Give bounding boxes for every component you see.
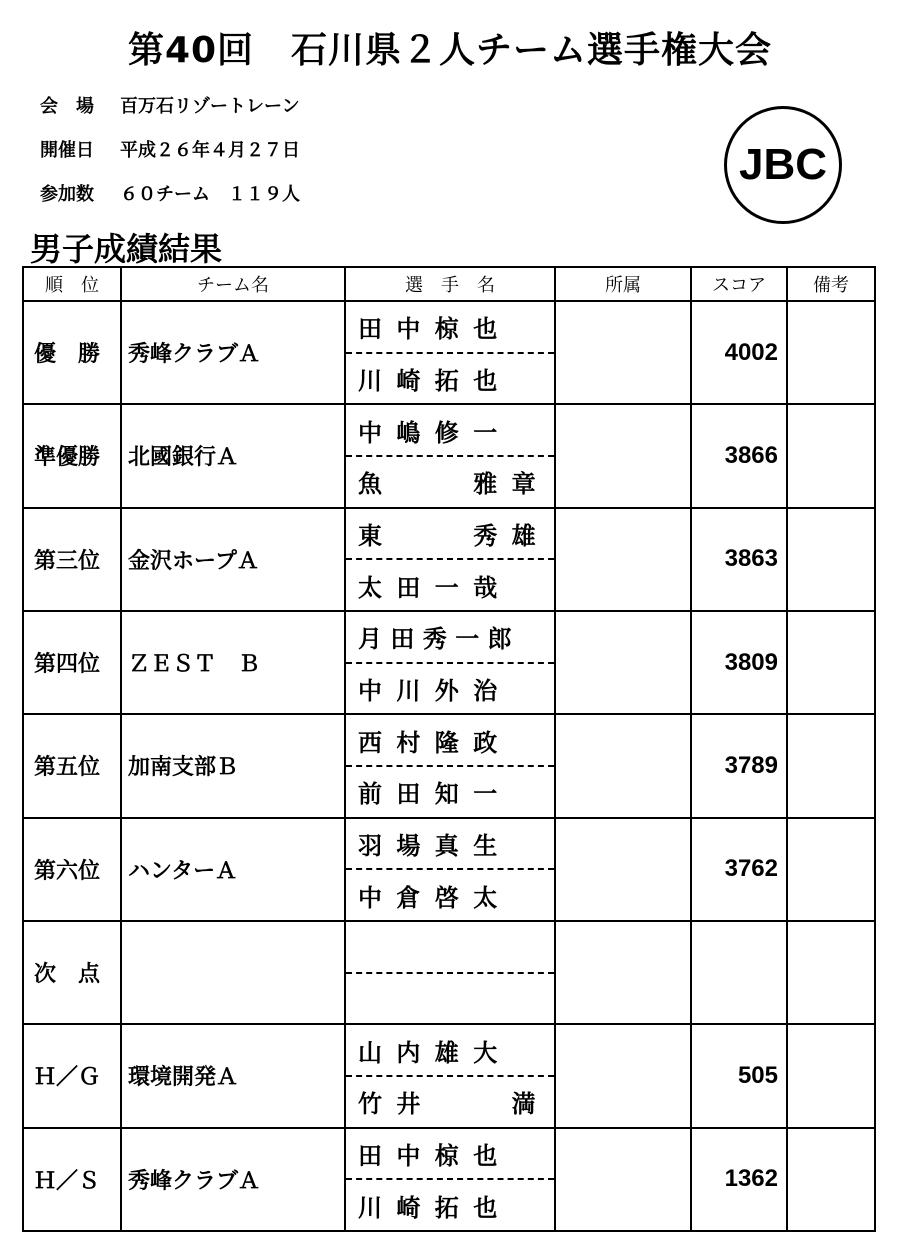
player-1: 田中椋也 xyxy=(346,302,554,354)
info-label: 開催日 xyxy=(40,140,94,161)
team-cell: 秀峰クラブＡ xyxy=(121,1128,345,1231)
score-cell: 3863 xyxy=(691,508,787,611)
table-row xyxy=(23,921,875,1024)
affiliation-cell xyxy=(555,714,691,817)
player-2: 川崎拓也 xyxy=(358,1193,512,1222)
info-value: 平成２６年４月２７日 xyxy=(120,140,300,161)
table-header-row xyxy=(23,267,875,301)
note-cell xyxy=(787,818,875,921)
player-1: 月田秀一郎 xyxy=(346,612,554,664)
score-cell: 3866 xyxy=(691,404,787,507)
player-1: 東 秀雄 xyxy=(346,509,554,561)
players-cell xyxy=(345,611,555,714)
score-cell: 505 xyxy=(691,1024,787,1127)
table-row xyxy=(23,714,875,817)
players-cell xyxy=(345,818,555,921)
player-2: 川崎拓也 xyxy=(358,367,512,395)
players-cell xyxy=(345,301,555,404)
rank-cell: 第四位 xyxy=(23,611,121,714)
note-cell xyxy=(787,404,875,507)
rank-cell: 準優勝 xyxy=(23,404,121,507)
rank-cell: 第五位 xyxy=(23,714,121,817)
jbc-logo: JBC xyxy=(724,106,842,224)
players-cell xyxy=(345,508,555,611)
affiliation-cell xyxy=(555,818,691,921)
player-1: 中嶋修一 xyxy=(346,405,554,457)
player-2: 竹井 満 xyxy=(358,1090,550,1119)
info-label: 会 場 xyxy=(40,96,94,117)
rank-cell: 次 点 xyxy=(23,921,121,1024)
affiliation-cell xyxy=(555,921,691,1024)
team-cell xyxy=(121,921,345,1024)
player-1 xyxy=(346,922,554,974)
players-cell xyxy=(345,1128,555,1231)
player-2: 魚 雅章 xyxy=(358,470,550,499)
table-row xyxy=(23,1128,875,1231)
score-cell: 4002 xyxy=(691,301,787,404)
table-row xyxy=(23,611,875,714)
score-cell: 1362 xyxy=(691,1128,787,1231)
header-note: 備考 xyxy=(787,267,875,301)
affiliation-cell xyxy=(555,611,691,714)
players-cell xyxy=(345,404,555,507)
team-cell: 環境開発Ａ xyxy=(121,1024,345,1127)
player-1: 西村隆政 xyxy=(346,715,554,767)
rank-cell: Ｈ／Ｓ xyxy=(23,1128,121,1231)
team-cell: 秀峰クラブＡ xyxy=(121,301,345,404)
team-cell: ＺＥＳＴ Ｂ xyxy=(121,611,345,714)
table-row xyxy=(23,1024,875,1127)
team-cell: 北國銀行Ａ xyxy=(121,404,345,507)
affiliation-cell xyxy=(555,404,691,507)
info-value: ６０チーム １１９人 xyxy=(120,184,300,205)
info-value: 百万石リゾートレーン xyxy=(120,96,300,117)
score-cell: 3809 xyxy=(691,611,787,714)
team-cell: 金沢ホープＡ xyxy=(121,508,345,611)
page-title: 第40回 石川県２人チーム選手権大会 xyxy=(127,30,773,71)
note-cell xyxy=(787,1024,875,1127)
rank-cell: 第六位 xyxy=(23,818,121,921)
team-cell: 加南支部Ｂ xyxy=(121,714,345,817)
results-table xyxy=(22,266,876,1232)
player-1: 田中椋也 xyxy=(346,1129,554,1181)
header-team: チーム名 xyxy=(121,267,345,301)
note-cell xyxy=(787,921,875,1024)
affiliation-cell xyxy=(555,301,691,404)
team-cell: ハンターＡ xyxy=(121,818,345,921)
table-row xyxy=(23,818,875,921)
affiliation-cell xyxy=(555,508,691,611)
players-cell xyxy=(345,921,555,1024)
note-cell xyxy=(787,611,875,714)
header-score: スコア xyxy=(691,267,787,301)
players-cell xyxy=(345,714,555,817)
player-1: 山内雄大 xyxy=(346,1025,554,1077)
table-row xyxy=(23,404,875,507)
header-rank: 順 位 xyxy=(23,267,121,301)
rank-cell: Ｈ／Ｇ xyxy=(23,1024,121,1127)
section-title: 男子成績結果 xyxy=(30,230,223,268)
score-cell: 3789 xyxy=(691,714,787,817)
player-1: 羽場真生 xyxy=(346,819,554,871)
rank-cell: 優 勝 xyxy=(23,301,121,404)
affiliation-cell xyxy=(555,1024,691,1127)
note-cell xyxy=(787,714,875,817)
info-participants xyxy=(40,180,300,206)
player-2: 前田知一 xyxy=(358,780,512,809)
header-affiliation: 所属 xyxy=(555,267,691,301)
player-2: 太田一哉 xyxy=(358,573,512,602)
table-row xyxy=(23,301,875,404)
info-date xyxy=(40,136,300,162)
score-cell xyxy=(691,921,787,1024)
score-cell: 3762 xyxy=(691,818,787,921)
note-cell xyxy=(787,1128,875,1231)
note-cell xyxy=(787,301,875,404)
players-cell xyxy=(345,1024,555,1127)
player-2 xyxy=(346,974,554,1024)
player-2: 中川外治 xyxy=(358,676,512,705)
note-cell xyxy=(787,508,875,611)
info-label: 参加数 xyxy=(40,184,94,205)
rank-cell: 第三位 xyxy=(23,508,121,611)
info-venue xyxy=(40,92,300,118)
affiliation-cell xyxy=(555,1128,691,1231)
header-players: 選 手 名 xyxy=(345,267,555,301)
table-row xyxy=(23,508,875,611)
player-2: 中倉啓太 xyxy=(358,883,512,912)
